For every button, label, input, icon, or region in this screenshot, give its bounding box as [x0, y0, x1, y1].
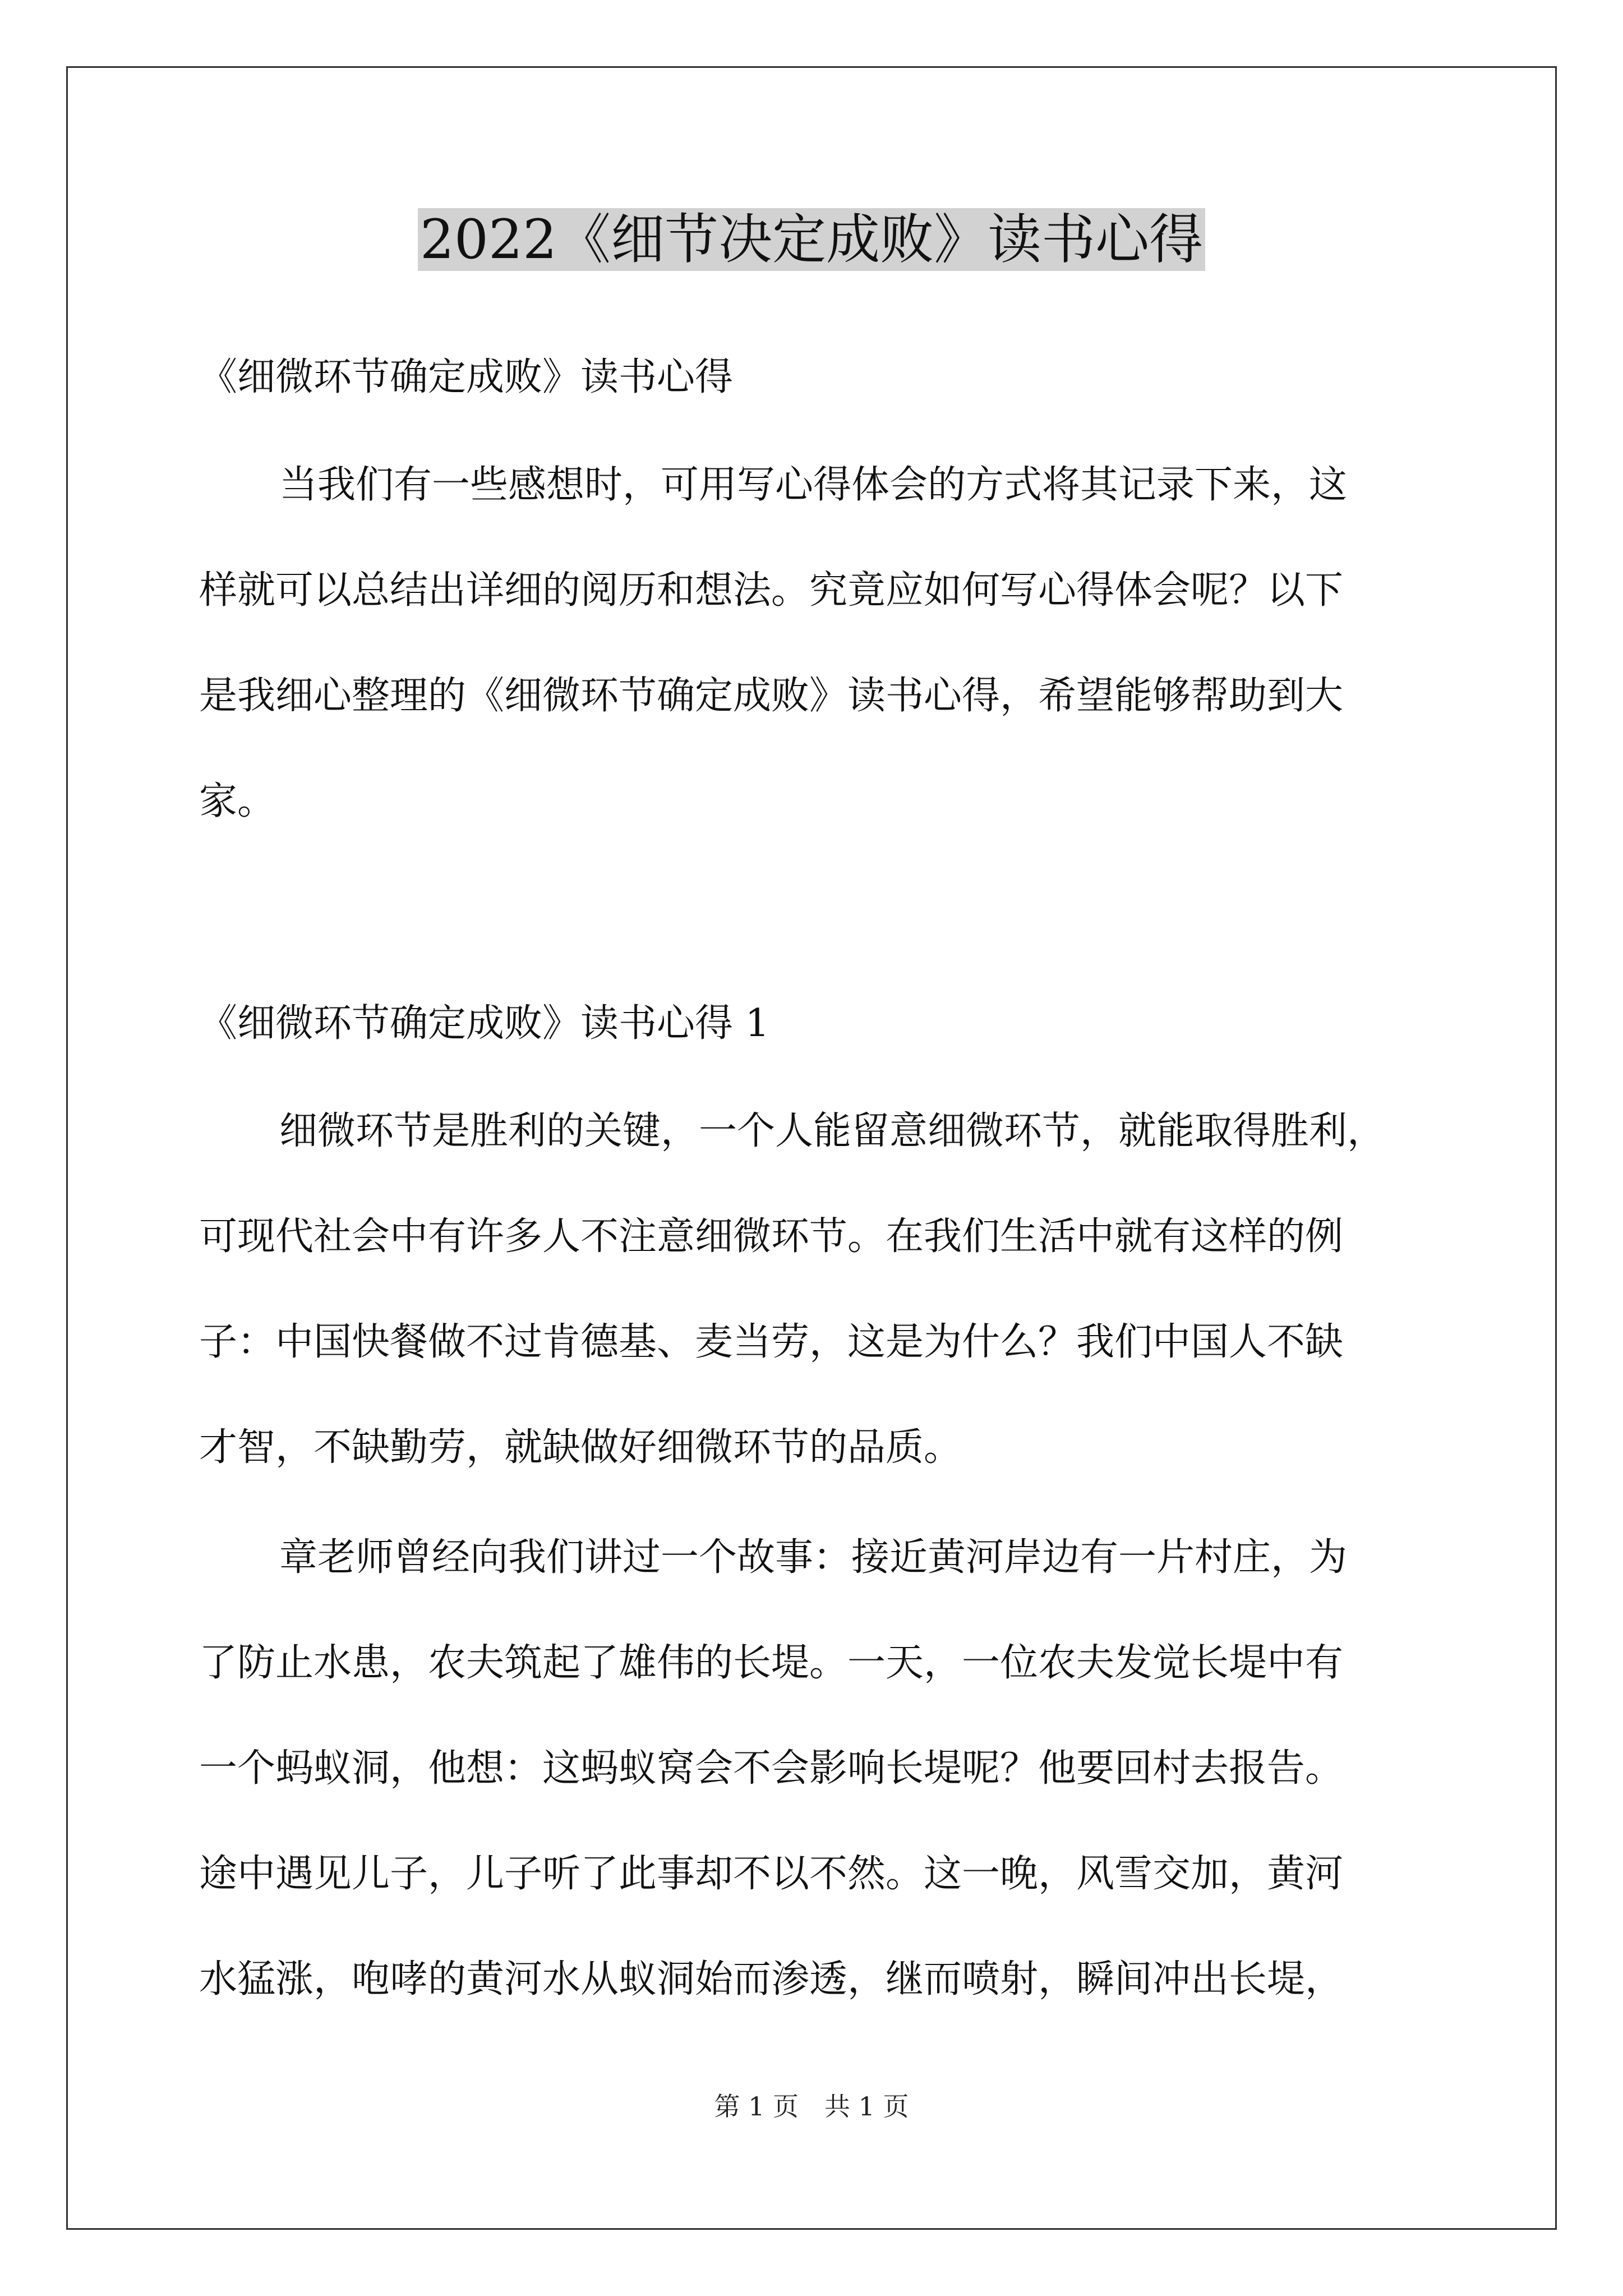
document-title: [0, 203, 1623, 276]
section-heading: 《细微环节确定成败》读书心得 1: [199, 1001, 769, 1046]
paragraph2-line-5: 水猛涨，咆哮的黄河水从蚁洞始而渗透，继而喷射，瞬间冲出长堤，: [199, 1957, 1344, 2001]
page-number: 第 1 页: [714, 2091, 799, 2122]
intro-line-2: 样就可以总结出详细的阅历和想法。究竟应如何写心得体会呢？以下: [199, 568, 1344, 613]
page-total: 共 1 页: [824, 2091, 909, 2122]
paragraph2-line-4: 途中遇见儿子，儿子听了此事却不以不然。这一晚，风雪交加，黄河: [199, 1852, 1344, 1896]
intro-line-3: 是我细心整理的《细微环节确定成败》读书心得，希望能够帮助到大: [199, 674, 1344, 718]
paragraph2-line-1: 章老师曾经向我们讲过一个故事：接近黄河岸边有一片村庄，为: [279, 1535, 1348, 1580]
document-title-text: 2022《细节决定成败》读书心得: [418, 208, 1205, 271]
paragraph1-line-4: 才智，不缺勤劳，就缺做好细微环节的品质。: [199, 1425, 962, 1470]
paragraph1-line-1: 细微环节是胜利的关键，一个人能留意细微环节，就能取得胜利，: [279, 1109, 1386, 1153]
subtitle: 《细微环节确定成败》读书心得: [199, 355, 734, 399]
intro-line-1: 当我们有一些感想时，可用写心得体会的方式将其记录下来，这: [279, 463, 1348, 507]
paragraph2-line-3: 一个蚂蚁洞，他想：这蚂蚁窝会不会影响长堤呢？他要回村去报告。: [199, 1746, 1344, 1791]
intro-line-4: 家。: [199, 779, 276, 823]
page-footer: [0, 2090, 1623, 2123]
paragraph1-line-3: 子：中国快餐做不过肯德基、麦当劳，这是为什么？我们中国人不缺: [199, 1320, 1344, 1364]
paragraph1-line-2: 可现代社会中有许多人不注意细微环节。在我们生活中就有这样的例: [199, 1214, 1344, 1259]
paragraph2-line-2: 了防止水患，农夫筑起了雄伟的长堤。一天，一位农夫发觉长堤中有: [199, 1641, 1344, 1685]
